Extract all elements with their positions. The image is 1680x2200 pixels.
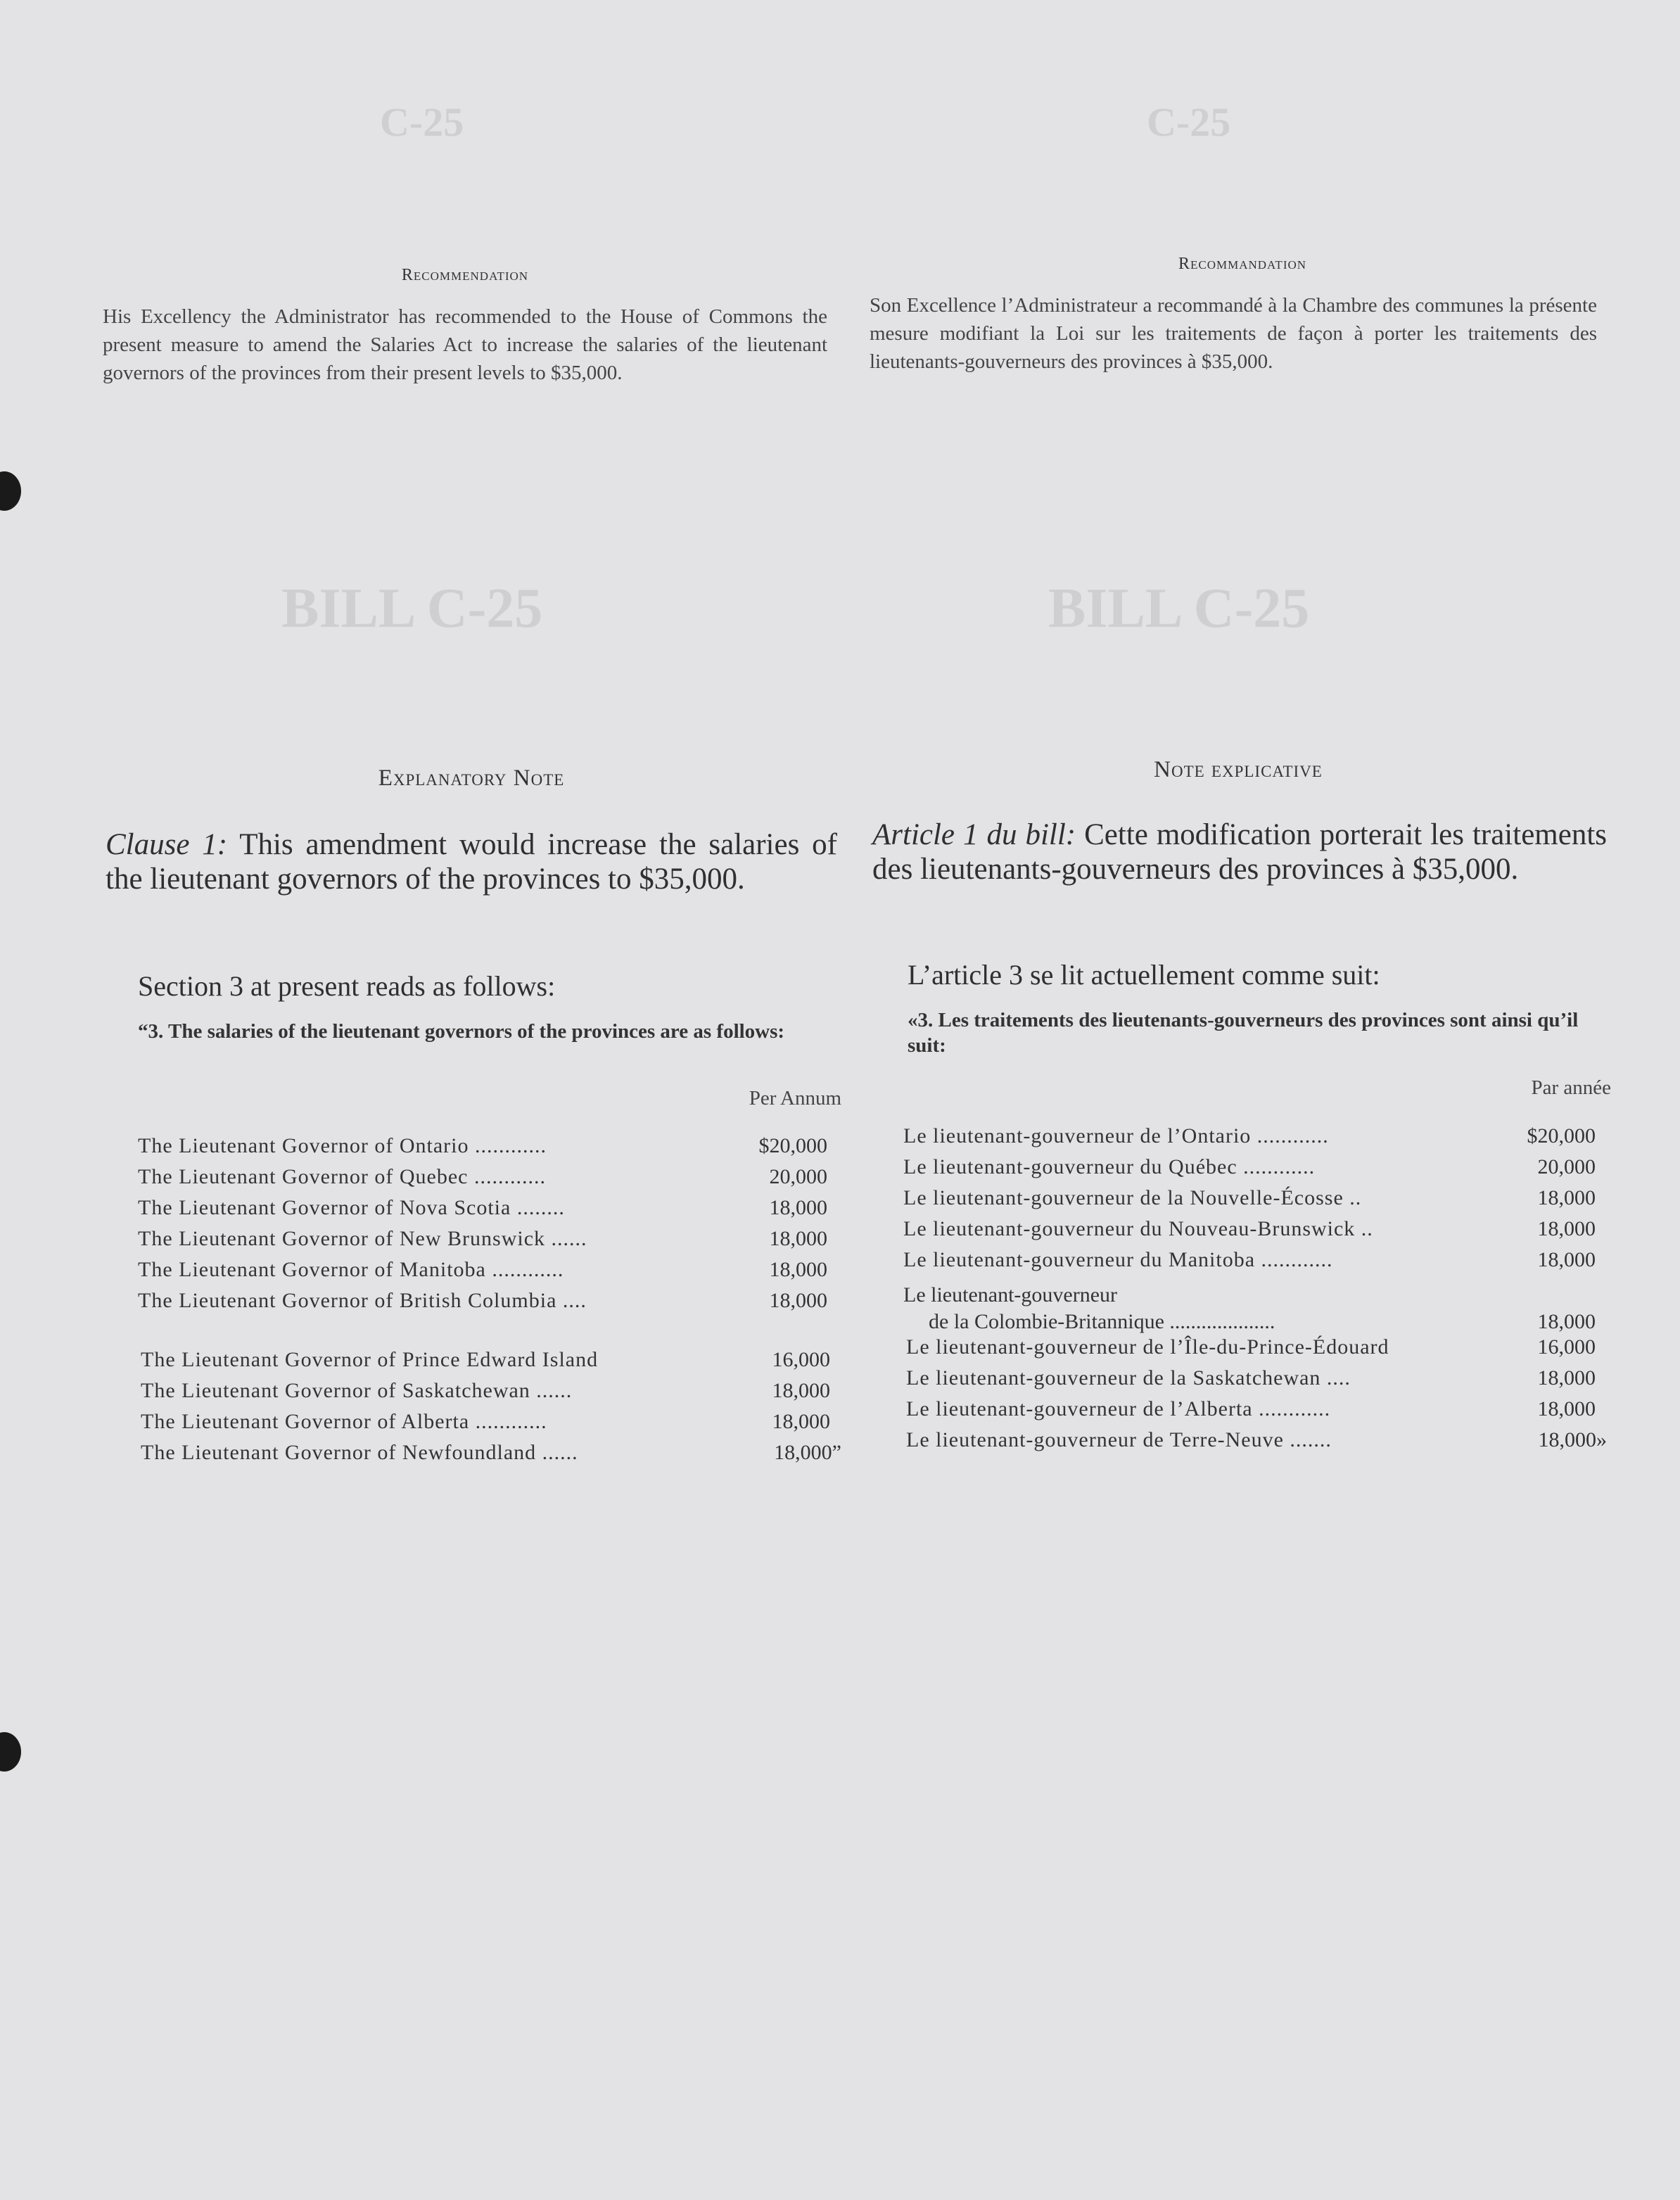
row-label: Le lieutenant-gouverneur de la Saskatchewan .... — [906, 1366, 1351, 1390]
row-label: The Lieutenant Governor of New Brunswick ...... — [138, 1227, 587, 1250]
table-row — [903, 1186, 1596, 1210]
right-explanatory-note-heading: Note explicative — [1154, 757, 1323, 782]
row-amount: 18,000” — [774, 1441, 841, 1464]
row-amount: 18,000 — [769, 1196, 827, 1219]
right-recommendation-heading: Recommandation — [1178, 255, 1307, 273]
row-amount: 18,000 — [1537, 1248, 1596, 1271]
row-amount: 20,000 — [769, 1165, 827, 1188]
table-row — [141, 1379, 830, 1403]
table-row — [141, 1441, 841, 1465]
table-row — [903, 1217, 1596, 1241]
table-row — [138, 1289, 827, 1313]
table-row — [138, 1227, 827, 1251]
right-par-annee-label: Par année — [1531, 1076, 1611, 1099]
table-row — [138, 1165, 827, 1189]
table-row — [138, 1196, 827, 1220]
table-row — [138, 1134, 827, 1158]
row-amount: 18,000 — [1537, 1310, 1596, 1333]
row-label: Le lieutenant-gouverneur de l’Alberta ............ — [906, 1397, 1331, 1420]
table-row — [906, 1397, 1596, 1421]
left-recommendation-heading: Recommendation — [401, 266, 529, 284]
row-amount: $20,000 — [758, 1134, 827, 1157]
row-amount: 18,000 — [772, 1379, 830, 1402]
row-amount: 18,000 — [769, 1258, 827, 1281]
row-amount: 20,000 — [1537, 1155, 1596, 1178]
left-section-line: Section 3 at present reads as follows: — [138, 970, 556, 1002]
left-per-annum-label: Per Annum — [749, 1087, 841, 1109]
row-label: The Lieutenant Governor of Alberta ............ — [141, 1410, 547, 1433]
table-row — [906, 1366, 1596, 1390]
row-amount: 18,000 — [1537, 1366, 1596, 1390]
row-amount: 18,000» — [1538, 1428, 1607, 1451]
row-amount: $20,000 — [1527, 1124, 1596, 1147]
row-label-line1: Le lieutenant-gouverneur — [903, 1283, 1118, 1306]
table-row — [141, 1348, 830, 1372]
row-amount: 16,000 — [772, 1348, 830, 1371]
row-amount: 18,000 — [1537, 1397, 1596, 1420]
row-amount: 18,000 — [769, 1227, 827, 1250]
row-amount: 18,000 — [1537, 1217, 1596, 1240]
ghost-bill-right: BILL C-25 — [1048, 578, 1310, 640]
left-section-quote: “3. The salaries of the lieutenant governors of the provinces are as follows: — [138, 1020, 785, 1043]
right-clause-text — [872, 818, 1607, 886]
ghost-code-right: C-25 — [1147, 99, 1231, 145]
table-row — [903, 1155, 1596, 1179]
row-label: The Lieutenant Governor of Quebec ............ — [138, 1165, 546, 1188]
right-clause-body: Cette modification porterait les traitements des lieutenants-gouverneurs des provinces à $35,000. — [872, 818, 1608, 886]
row-label: The Lieutenant Governor of Newfoundland ...... — [141, 1441, 578, 1464]
row-label: Le lieutenant-gouverneur de Terre-Neuve ....... — [906, 1428, 1332, 1451]
row-amount: 18,000 — [1537, 1186, 1596, 1209]
row-amount: 16,000 — [1537, 1335, 1596, 1359]
row-label: The Lieutenant Governor of Ontario ............ — [138, 1134, 547, 1157]
table-row — [903, 1124, 1596, 1148]
row-label: Le lieutenant-gouverneur de la Nouvelle-Écosse .. — [903, 1186, 1362, 1209]
right-clause-label: Article 1 du bill: — [872, 818, 1076, 851]
right-section-quote: «3. Les traitements des lieutenants-gouverneurs des provinces sont ainsi qu’il suit: — [908, 1009, 1579, 1057]
row-label: The Lieutenant Governor of Nova Scotia ........ — [138, 1196, 565, 1219]
row-label: The Lieutenant Governor of British Columbia .... — [138, 1289, 587, 1312]
row-label: The Lieutenant Governor of Manitoba ............ — [138, 1258, 564, 1281]
punch-hole-top — [0, 471, 21, 511]
table-row — [141, 1410, 830, 1434]
row-amount: 18,000 — [772, 1410, 830, 1433]
row-label: Le lieutenant-gouverneur du Nouveau-Brunswick .. — [903, 1217, 1373, 1240]
table-row — [906, 1335, 1596, 1359]
punch-hole-bottom — [0, 1732, 21, 1772]
left-clause-label: Clause 1: — [106, 828, 228, 861]
right-recommendation-text: Son Excellence l’Administrateur a recommandé à la Chambre des communes la présente mesure modifiant la Loi sur les traitements de façon à porter les traitements des lieutenants-gouverneurs des provinces à $35,000. — [870, 294, 1597, 373]
table-row-multiline — [903, 1282, 1596, 1335]
row-label: Le lieutenant-gouverneur de l’Ontario ............ — [903, 1124, 1329, 1147]
row-label: The Lieutenant Governor of Prince Edward Island — [141, 1348, 599, 1371]
row-label-line2: de la Colombie-Britannique .................... — [929, 1310, 1275, 1333]
ghost-code-left: C-25 — [380, 99, 464, 145]
table-row — [138, 1258, 827, 1282]
left-clause-body: This amendment would increase the salaries of the lieutenant governors of the provinces to $35,000. — [106, 828, 837, 896]
left-clause-text — [106, 827, 837, 896]
left-explanatory-note-heading: Explanatory Note — [378, 765, 565, 791]
table-row — [906, 1428, 1607, 1452]
row-label: Le lieutenant-gouverneur du Québec ............ — [903, 1155, 1316, 1178]
row-label: The Lieutenant Governor of Saskatchewan ...... — [141, 1379, 573, 1402]
row-amount: 18,000 — [769, 1289, 827, 1312]
row-line2 — [903, 1309, 1596, 1335]
row-label: Le lieutenant-gouverneur du Manitoba ............ — [903, 1248, 1333, 1271]
left-recommendation-text: His Excellency the Administrator has recommended to the House of Commons the present measure to amend the Salaries Act to increase the salaries of the lieutenant governors of the provinces from their present levels to $35,000. — [103, 305, 827, 384]
row-label: Le lieutenant-gouverneur de l’Île-du-Prince-Édouard — [906, 1335, 1389, 1359]
table-row — [903, 1248, 1596, 1272]
right-section-line: L’article 3 se lit actuellement comme suit: — [908, 959, 1380, 991]
ghost-bill-left: BILL C-25 — [281, 578, 543, 640]
